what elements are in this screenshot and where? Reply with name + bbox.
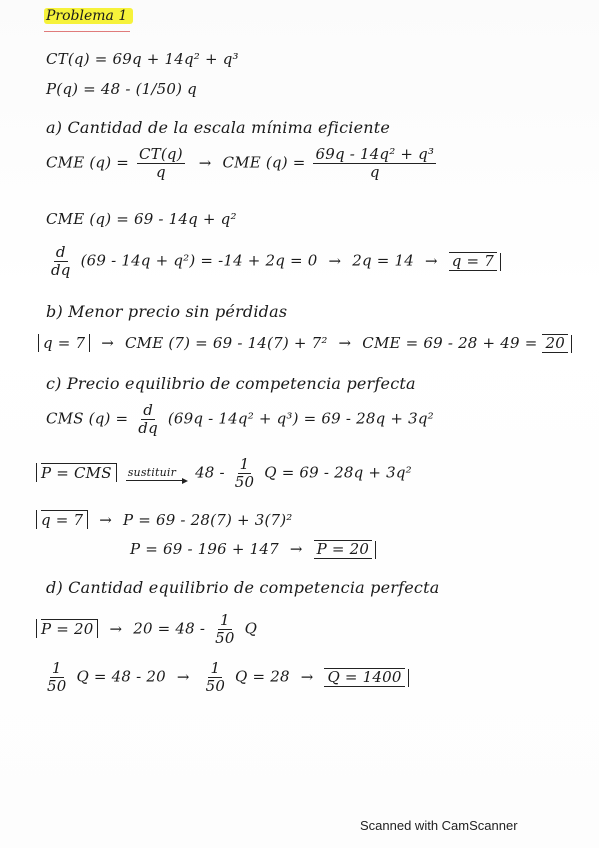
problem-title: Problema 1 (44, 8, 133, 24)
part-d-solve-line (42, 660, 409, 695)
result-bar (500, 253, 501, 271)
fraction-numerator: 1 (210, 659, 221, 677)
part-c-result: P = 20 (314, 540, 372, 559)
part-c-heading: c) Precio equilibrio de competencia perfecta (46, 374, 416, 393)
p-cms-box: P = CMS (41, 463, 117, 482)
one-fiftieth-fraction (204, 660, 228, 695)
result-bar (408, 669, 409, 687)
fraction-numerator: 1 (239, 455, 250, 473)
part-b-result: 20 (542, 334, 568, 353)
derivative-operator (136, 402, 160, 437)
result-bar (571, 335, 572, 353)
arrow-icon: → (328, 251, 342, 270)
cme-fraction (137, 146, 185, 181)
cme-at-7: CME (7) = 69 - 14(7) + 7² (124, 334, 328, 352)
part-d-result: Q = 1400 (324, 668, 404, 687)
arrow-icon: → (424, 251, 438, 270)
arrow-icon: → (109, 619, 123, 638)
arrow-icon: → (176, 667, 190, 686)
substitution-rhs: Q = 69 - 28q + 3q² (264, 463, 412, 482)
derivative-numerator: d (143, 401, 153, 419)
title-underline (44, 31, 130, 32)
q-box: q = 7 (43, 334, 90, 352)
equation-rhs: Q (244, 619, 258, 638)
cme-lhs-2: CME (q) = (222, 153, 306, 172)
part-d-equation-line (36, 612, 257, 647)
price-calc-1: P = 69 - 28(7) + 3(7)² (122, 511, 293, 529)
fraction-denominator: 50 (205, 677, 226, 695)
substitute-arrow (126, 467, 186, 481)
substitution-lhs: 48 - (195, 463, 225, 482)
cme-fraction-numerator: CT(q) (138, 145, 183, 163)
p-cms-box-left (36, 463, 117, 482)
substitute-label: sustituir (126, 467, 186, 481)
arrow-icon: → (338, 334, 352, 352)
arrow-icon: → (198, 153, 212, 172)
solve-step-1: Q = 48 - 20 (76, 667, 166, 686)
cme-simplified: CME (q) = 69 - 14q + q² (46, 210, 237, 228)
part-c-price-calc-line-2 (130, 540, 376, 559)
part-b-calc-line (38, 334, 572, 353)
part-c-cms-line (46, 402, 434, 437)
fraction-denominator: 50 (215, 629, 235, 647)
p-box-left (36, 619, 98, 638)
equation-lhs: 20 = 48 - (133, 619, 206, 638)
cme-fraction-denominator: q (155, 163, 166, 181)
part-c-substitution-line (36, 456, 412, 491)
arrow-icon: → (300, 667, 314, 686)
q-box-left (38, 334, 90, 352)
cme-lhs: CME (q) = (46, 153, 129, 172)
demand-function: P(q) = 48 - (1/50) q (46, 80, 197, 98)
part-a-result: q = 7 (449, 252, 497, 271)
arrow-icon: → (101, 334, 114, 352)
fraction-denominator: 50 (47, 677, 67, 695)
cme-fraction-2-denominator: q (369, 163, 380, 181)
arrow-icon: → (99, 511, 112, 529)
q-box-left (36, 510, 88, 529)
arrow-icon: → (289, 540, 303, 558)
part-d-heading: d) Cantidad equilibrio de competencia perfecta (46, 578, 440, 597)
cms-lhs: CMS (q) = (46, 409, 129, 428)
derivative-operator (49, 244, 73, 279)
derivative-step: 2q = 14 (352, 251, 415, 270)
cme-value-calc: CME = 69 - 28 + 49 = (362, 334, 538, 352)
fraction-numerator: 1 (219, 611, 230, 629)
fraction-numerator: 1 (51, 659, 62, 677)
p-box: P = 20 (41, 619, 98, 638)
solve-step-2: Q = 28 (235, 667, 290, 686)
price-calc-2: P = 69 - 196 + 147 (130, 540, 279, 558)
cost-function: CT(q) = 69q + 14q² + q³ (46, 50, 239, 68)
q-box: q = 7 (41, 510, 88, 529)
one-fiftieth-fraction (213, 612, 237, 647)
part-b-heading: b) Menor precio sin pérdidas (46, 302, 288, 321)
fraction-denominator: 50 (234, 473, 255, 491)
part-a-derivative-line (46, 244, 501, 279)
part-a-heading: a) Cantidad de la escala mínima eficiente (46, 118, 391, 137)
scanner-watermark: Scanned with CamScanner (360, 818, 518, 833)
derivative-denominator: dq (138, 419, 158, 437)
cme-fraction-2 (313, 146, 436, 181)
cme-fraction-2-numerator: 69q - 14q² + q³ (315, 145, 435, 163)
part-a-cme-line (46, 146, 439, 181)
part-c-price-calc-line (36, 510, 293, 529)
cms-expression: (69q - 14q² + q³) = 69 - 28q + 3q² (167, 409, 434, 428)
one-fiftieth-fraction (45, 660, 69, 695)
derivative-numerator: d (55, 243, 66, 261)
one-fiftieth-fraction (233, 456, 257, 491)
derivative-denominator: dq (51, 261, 71, 279)
result-bar (375, 541, 376, 559)
derivative-expression: (69 - 14q + q²) = -14 + 2q = 0 (80, 251, 318, 270)
